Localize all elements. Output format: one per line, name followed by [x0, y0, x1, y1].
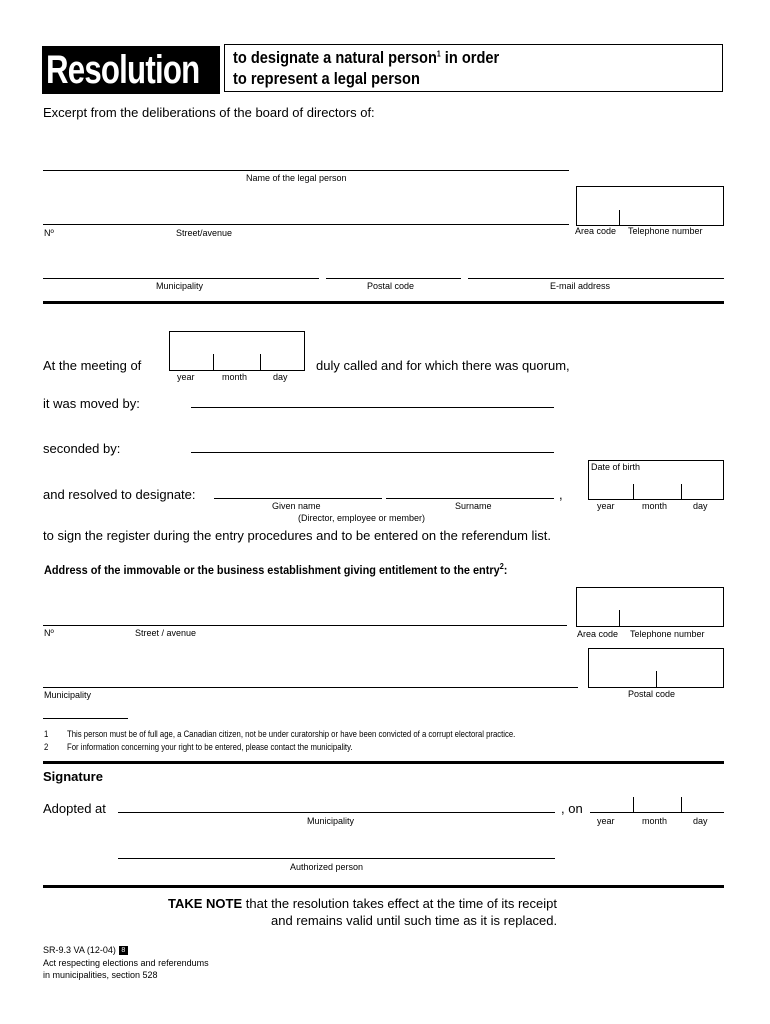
surname-label: Surname: [455, 501, 492, 511]
authorized-person-label: Authorized person: [290, 862, 364, 872]
address-heading: Address of the immovable or the business establishment giving entitlement to the entry$^2$:: [44, 562, 508, 577]
legal-person-no-label: Nº: [44, 228, 54, 238]
resolution-title-block: [42, 46, 220, 94]
meeting-year-label: year: [177, 372, 195, 382]
address-no-label: Nº: [44, 628, 54, 638]
address-municipality-field[interactable]: [43, 687, 578, 688]
on-text: , on: [561, 801, 583, 816]
footnote-1-num: 1: [44, 729, 49, 739]
section-divider-3: [43, 885, 724, 888]
take-note-line2: and remains valid until such time as it is replaced.: [271, 913, 558, 928]
meeting-month-label: month: [222, 372, 248, 382]
address-street-field[interactable]: [43, 625, 567, 626]
act-line-1: Act respecting elections and referendums: [43, 958, 209, 968]
moved-by-text: it was moved by:: [43, 396, 140, 411]
form-version-badge: 8: [119, 946, 128, 955]
legal-person-name-field[interactable]: [43, 170, 569, 171]
address-postal-divider: [656, 671, 657, 688]
legal-person-municipality-field[interactable]: [43, 278, 319, 279]
designate-comma: ,: [559, 487, 563, 502]
dob-day-label: day: [693, 501, 708, 511]
adopted-date-divider-1: [633, 797, 634, 812]
section-divider-2: [43, 761, 724, 764]
moved-by-field[interactable]: [191, 407, 554, 408]
dob-month-label: month: [642, 501, 668, 511]
dob-divider-1: [633, 484, 634, 500]
sign-register-text: to sign the register during the entry procedures and to be entered on the referendum list.: [43, 528, 552, 543]
given-name-field[interactable]: [214, 498, 382, 499]
meeting-day-label: day: [273, 372, 288, 382]
surname-field[interactable]: [386, 498, 554, 499]
address-phone-divider: [619, 610, 620, 627]
signature-day-label: day: [693, 816, 708, 826]
given-name-label: Given name: [272, 501, 321, 511]
section-divider-1: [43, 301, 724, 304]
legal-person-area-code-label: Area code: [575, 226, 617, 236]
legal-person-email-label: E-mail address: [550, 281, 611, 291]
act-line-2: in municipalities, section 528: [43, 970, 158, 980]
take-note-line1: TAKE NOTE that the resolution takes effect at the time of its receipt: [168, 896, 557, 911]
header-title-line2: to represent a legal person: [233, 69, 420, 88]
footnote-1-text: This person must be of full age, a Canadian citizen, not be under curatorship or have been convicted of a corrupt electoral practice.: [67, 729, 516, 739]
seconded-by-text: seconded by:: [43, 441, 121, 456]
meeting-date-box[interactable]: [169, 331, 305, 371]
at-meeting-text: At the meeting of: [43, 358, 142, 373]
director-note: (Director, employee or member): [298, 513, 426, 523]
header-title-box: [224, 44, 723, 92]
address-municipality-label: Municipality: [44, 690, 92, 700]
address-postal-label: Postal code: [628, 689, 676, 699]
signature-year-label: year: [597, 816, 615, 826]
signature-municipality-label: Municipality: [307, 816, 355, 826]
authorized-person-field[interactable]: [118, 858, 555, 859]
signature-month-label: month: [642, 816, 668, 826]
signature-heading: Signature: [43, 769, 103, 784]
legal-person-municipality-label: Municipality: [156, 281, 204, 291]
legal-person-street-field[interactable]: [43, 224, 569, 225]
legal-person-name-label: Name of the legal person: [246, 173, 347, 183]
legal-person-email-field[interactable]: [468, 278, 724, 279]
legal-person-phone-box[interactable]: [576, 186, 724, 226]
dob-divider-2: [681, 484, 682, 500]
legal-person-postal-label: Postal code: [367, 281, 415, 291]
footnote-2-text: For information concerning your right to be entered, please contact the municipality.: [67, 742, 353, 752]
duly-called-text: duly called and for which there was quorum,: [316, 358, 570, 373]
header-title-line1: to designate a natural person$^1$ in order: [233, 48, 500, 67]
legal-person-postal-field[interactable]: [326, 278, 461, 279]
form-code: SR-9.3 VA (12-04) 8: [43, 945, 128, 955]
legal-person-telephone-label: Telephone number: [628, 226, 703, 236]
adopted-at-field[interactable]: [118, 812, 555, 813]
dob-year-label: year: [597, 501, 615, 511]
resolution-word: Resolution: [46, 48, 200, 92]
address-street-label: Street / avenue: [135, 628, 197, 638]
meeting-date-divider-2: [260, 354, 261, 371]
resolved-text: and resolved to designate:: [43, 487, 196, 502]
footnote-2-num: 2: [44, 742, 49, 752]
phone-divider: [619, 210, 620, 226]
address-phone-box[interactable]: [576, 587, 724, 627]
adopted-date-field[interactable]: [590, 812, 724, 813]
address-area-code-label: Area code: [577, 629, 619, 639]
meeting-date-divider-1: [213, 354, 214, 371]
footnote-rule: [43, 718, 128, 719]
address-telephone-label: Telephone number: [630, 629, 705, 639]
legal-person-street-label: Street/avenue: [176, 228, 233, 238]
adopted-date-divider-2: [681, 797, 682, 812]
seconded-by-field[interactable]: [191, 452, 554, 453]
date-of-birth-label: Date of birth: [591, 462, 641, 472]
excerpt-text: Excerpt from the deliberations of the board of directors of:: [43, 105, 375, 120]
adopted-at-text: Adopted at: [43, 801, 106, 816]
